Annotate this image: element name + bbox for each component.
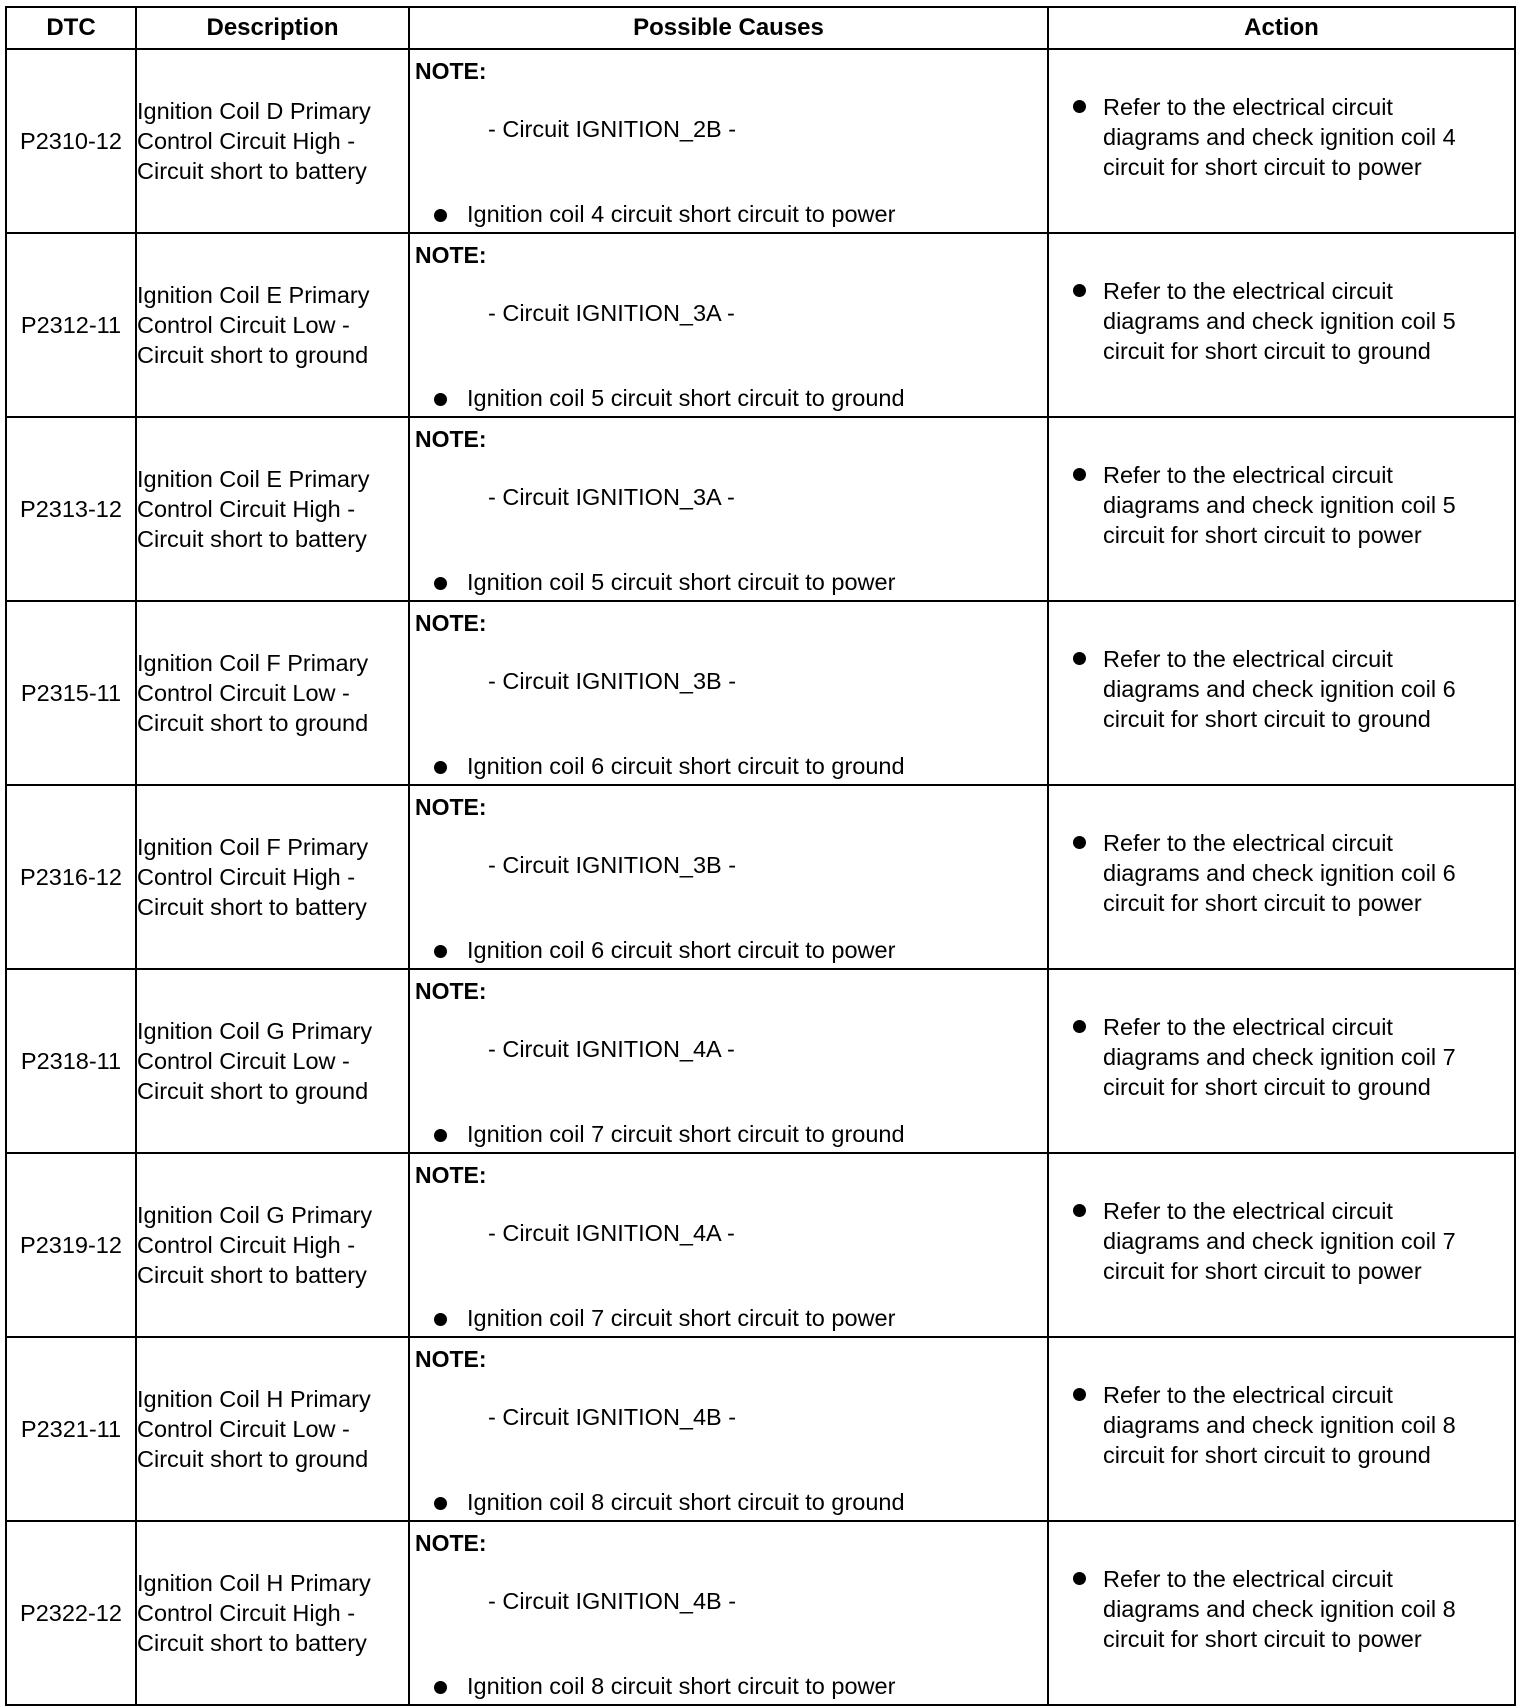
cause-text: Ignition coil 5 circuit short circuit to ground (467, 385, 905, 411)
action-line: diagrams and check ignition coil 7 (1103, 1228, 1456, 1254)
description-line: Control Circuit Low - (137, 312, 350, 338)
action-line: circuit for short circuit to ground (1103, 1074, 1431, 1100)
circuit-name: - Circuit IGNITION_4B - (488, 1404, 737, 1430)
cause-item (434, 201, 895, 228)
cause-item (434, 937, 895, 964)
action-text (1103, 92, 1508, 182)
action-line: circuit for short circuit to ground (1103, 1442, 1431, 1468)
action-line: Refer to the electrical circuit (1103, 830, 1393, 856)
dtc-code: P2316-12 (6, 785, 136, 969)
header-row (6, 7, 1515, 49)
circuit-name: - Circuit IGNITION_4A - (488, 1220, 735, 1246)
bullet-icon (434, 393, 447, 406)
cause-item (434, 1305, 895, 1332)
description-line: Ignition Coil H Primary (137, 1570, 371, 1596)
action-line: Refer to the electrical circuit (1103, 646, 1393, 672)
description-line: Circuit short to battery (137, 526, 367, 552)
table-row (6, 1337, 1515, 1521)
table-row (6, 785, 1515, 969)
description-line: Control Circuit High - (137, 864, 356, 890)
description-cell (136, 969, 409, 1153)
possible-causes-cell (409, 1337, 1048, 1521)
action-line: circuit for short circuit to power (1103, 1626, 1422, 1652)
action-line: Refer to the electrical circuit (1103, 94, 1393, 120)
header-possible-causes: Possible Causes (409, 7, 1048, 49)
description-line: Circuit short to battery (137, 894, 367, 920)
cause-text: Ignition coil 4 circuit short circuit to power (467, 201, 896, 227)
possible-causes-cell (409, 969, 1048, 1153)
action-line: Refer to the electrical circuit (1103, 1014, 1393, 1040)
action-text (1103, 1012, 1508, 1102)
description-line: Circuit short to ground (137, 1446, 369, 1472)
bullet-icon (434, 1313, 447, 1326)
action-line: circuit for short circuit to ground (1103, 706, 1431, 732)
action-line: diagrams and check ignition coil 8 (1103, 1596, 1456, 1622)
action-text (1103, 1380, 1508, 1470)
description-line: Ignition Coil F Primary (137, 834, 369, 860)
possible-causes-cell (409, 785, 1048, 969)
cause-text: Ignition coil 5 circuit short circuit to power (467, 569, 896, 595)
bullet-icon (434, 209, 447, 222)
note-label: NOTE: (415, 1346, 487, 1372)
dtc-code: P2318-11 (6, 969, 136, 1153)
action-text (1103, 1564, 1508, 1654)
bullet-icon (1073, 1020, 1086, 1033)
dtc-code: P2321-11 (6, 1337, 136, 1521)
note-label: NOTE: (415, 794, 487, 820)
action-text (1103, 828, 1508, 918)
description-line: Circuit short to battery (137, 1262, 367, 1288)
note-label: NOTE: (415, 58, 487, 84)
action-line: Refer to the electrical circuit (1103, 462, 1393, 488)
cause-item (434, 1121, 905, 1148)
cause-text: Ignition coil 7 circuit short circuit to ground (467, 1121, 905, 1147)
circuit-name: - Circuit IGNITION_4B - (488, 1588, 737, 1614)
table-row (6, 233, 1515, 417)
description-line: Control Circuit Low - (137, 1048, 350, 1074)
table-row (6, 417, 1515, 601)
description-line: Control Circuit High - (137, 128, 356, 154)
action-line: Refer to the electrical circuit (1103, 1198, 1393, 1224)
description-line: Circuit short to battery (137, 1630, 367, 1656)
action-line: circuit for short circuit to power (1103, 154, 1422, 180)
dtc-code: P2315-11 (6, 601, 136, 785)
note-label: NOTE: (415, 426, 487, 452)
action-cell (1048, 969, 1515, 1153)
bullet-icon (434, 761, 447, 774)
description-line: Circuit short to battery (137, 158, 367, 184)
description-cell (136, 233, 409, 417)
action-text (1103, 276, 1508, 366)
bullet-icon (434, 945, 447, 958)
action-line: circuit for short circuit to ground (1103, 338, 1431, 364)
description-cell (136, 601, 409, 785)
description-cell (136, 1153, 409, 1337)
cause-item (434, 753, 905, 780)
description-line: Circuit short to ground (137, 1078, 369, 1104)
action-line: circuit for short circuit to power (1103, 522, 1422, 548)
circuit-name: - Circuit IGNITION_3B - (488, 852, 737, 878)
action-cell (1048, 233, 1515, 417)
action-line: diagrams and check ignition coil 6 (1103, 676, 1456, 702)
cause-item (434, 569, 895, 596)
bullet-icon (434, 1129, 447, 1142)
table-header (6, 7, 1515, 49)
action-line: diagrams and check ignition coil 7 (1103, 1044, 1456, 1070)
description-line: Ignition Coil E Primary (137, 466, 370, 492)
dtc-code: P2319-12 (6, 1153, 136, 1337)
note-label: NOTE: (415, 978, 487, 1004)
description-cell (136, 1337, 409, 1521)
dtc-table (5, 6, 1516, 1706)
dtc-code: P2312-11 (6, 233, 136, 417)
action-cell (1048, 417, 1515, 601)
bullet-icon (1073, 100, 1086, 113)
description-line: Ignition Coil G Primary (137, 1018, 373, 1044)
dtc-code: P2310-12 (6, 49, 136, 233)
action-line: circuit for short circuit to power (1103, 1258, 1422, 1284)
action-cell (1048, 1153, 1515, 1337)
description-line: Control Circuit High - (137, 1600, 356, 1626)
description-line: Ignition Coil D Primary (137, 98, 371, 124)
description-cell (136, 1521, 409, 1705)
cause-text: Ignition coil 6 circuit short circuit to ground (467, 753, 905, 779)
bullet-icon (1073, 284, 1086, 297)
dtc-code: P2322-12 (6, 1521, 136, 1705)
action-line: diagrams and check ignition coil 6 (1103, 860, 1456, 886)
table-row (6, 969, 1515, 1153)
cause-item (434, 1489, 905, 1516)
bullet-icon (1073, 1204, 1086, 1217)
header-action: Action (1048, 7, 1515, 49)
bullet-icon (434, 1497, 447, 1510)
cause-text: Ignition coil 8 circuit short circuit to ground (467, 1489, 905, 1515)
possible-causes-cell (409, 417, 1048, 601)
description-line: Ignition Coil E Primary (137, 282, 370, 308)
note-label: NOTE: (415, 1162, 487, 1188)
action-line: diagrams and check ignition coil 5 (1103, 492, 1456, 518)
action-line: Refer to the electrical circuit (1103, 1566, 1393, 1592)
bullet-icon (1073, 468, 1086, 481)
possible-causes-cell (409, 1521, 1048, 1705)
description-line: Control Circuit High - (137, 496, 356, 522)
action-cell (1048, 1337, 1515, 1521)
action-text (1103, 460, 1508, 550)
note-label: NOTE: (415, 1530, 487, 1556)
bullet-icon (434, 577, 447, 590)
table-row (6, 1521, 1515, 1705)
bullet-icon (1073, 836, 1086, 849)
description-cell (136, 785, 409, 969)
cause-text: Ignition coil 8 circuit short circuit to power (467, 1673, 896, 1699)
dtc-code: P2313-12 (6, 417, 136, 601)
header-description: Description (136, 7, 409, 49)
table-body (6, 49, 1515, 1705)
action-cell (1048, 1521, 1515, 1705)
cause-item (434, 1673, 895, 1700)
description-line: Ignition Coil G Primary (137, 1202, 373, 1228)
table-row (6, 601, 1515, 785)
bullet-icon (1073, 652, 1086, 665)
action-text (1103, 1196, 1508, 1286)
circuit-name: - Circuit IGNITION_3B - (488, 668, 737, 694)
action-line: diagrams and check ignition coil 4 (1103, 124, 1456, 150)
description-line: Ignition Coil H Primary (137, 1386, 371, 1412)
description-line: Control Circuit High - (137, 1232, 356, 1258)
table-row (6, 1153, 1515, 1337)
cause-item (434, 385, 905, 412)
circuit-name: - Circuit IGNITION_4A - (488, 1036, 735, 1062)
action-line: circuit for short circuit to power (1103, 890, 1422, 916)
possible-causes-cell (409, 601, 1048, 785)
cause-text: Ignition coil 7 circuit short circuit to power (467, 1305, 896, 1331)
action-line: Refer to the electrical circuit (1103, 278, 1393, 304)
circuit-name: - Circuit IGNITION_2B - (488, 116, 737, 142)
description-cell (136, 49, 409, 233)
bullet-icon (1073, 1388, 1086, 1401)
header-dtc: DTC (6, 7, 136, 49)
circuit-name: - Circuit IGNITION_3A - (488, 300, 735, 326)
bullet-icon (1073, 1572, 1086, 1585)
description-line: Control Circuit Low - (137, 1416, 350, 1442)
description-line: Circuit short to ground (137, 342, 369, 368)
circuit-name: - Circuit IGNITION_3A - (488, 484, 735, 510)
description-line: Control Circuit Low - (137, 680, 350, 706)
description-line: Circuit short to ground (137, 710, 369, 736)
action-cell (1048, 601, 1515, 785)
bullet-icon (434, 1681, 447, 1694)
description-line: Ignition Coil F Primary (137, 650, 369, 676)
possible-causes-cell (409, 1153, 1048, 1337)
action-line: diagrams and check ignition coil 8 (1103, 1412, 1456, 1438)
possible-causes-cell (409, 233, 1048, 417)
possible-causes-cell (409, 49, 1048, 233)
note-label: NOTE: (415, 242, 487, 268)
table-row (6, 49, 1515, 233)
action-cell (1048, 49, 1515, 233)
note-label: NOTE: (415, 610, 487, 636)
action-cell (1048, 785, 1515, 969)
action-line: diagrams and check ignition coil 5 (1103, 308, 1456, 334)
cause-text: Ignition coil 6 circuit short circuit to power (467, 937, 896, 963)
action-line: Refer to the electrical circuit (1103, 1382, 1393, 1408)
description-cell (136, 417, 409, 601)
action-text (1103, 644, 1508, 734)
